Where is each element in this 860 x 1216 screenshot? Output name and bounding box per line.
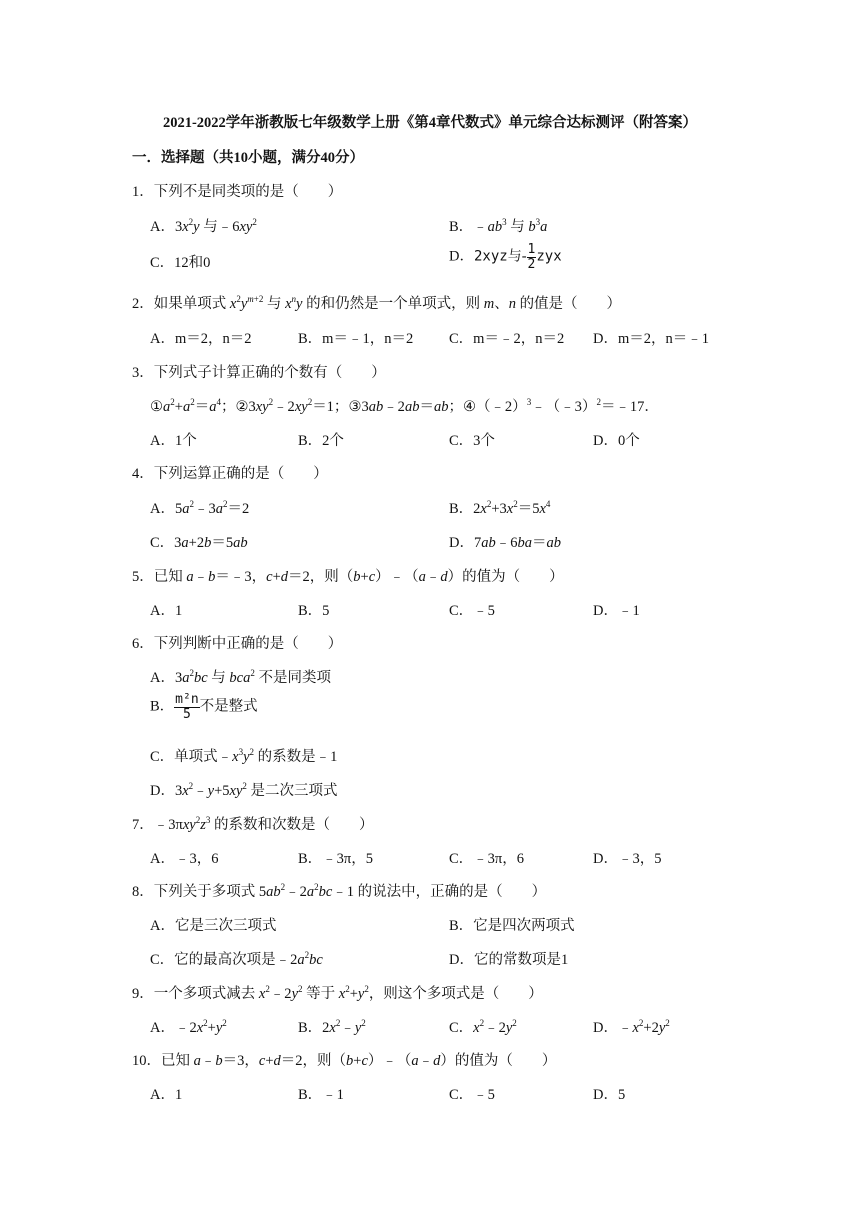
document-title: 2021-2022学年浙教版七年级数学上册《第4章代数式》单元综合达标测评（附答案） — [162, 115, 698, 131]
q3-option-d: D．0个 — [593, 433, 640, 449]
question-8-stem: 8．下列关于多项式 $5ab^2﹣2a^2bc﹣1$ 的说法中，正确的是（ ） — [132, 882, 547, 900]
q3-option-a: A．1个 — [150, 433, 197, 449]
question-7-stem: 7．$﹣3\pi xy^2z^3$ 的系数和次数是（ ） — [132, 815, 374, 833]
section-heading: 一．选择题（共10小题，满分40分） — [132, 150, 364, 166]
q10-option-c: C．﹣5 — [449, 1087, 495, 1103]
q8-option-c: C．它的最高次项是$﹣2a^2bc$ — [150, 950, 323, 968]
q6-option-d: D．$3x^2﹣y+5xy^2$ 是二次三项式 — [150, 781, 338, 799]
q4-option-d: D．7ab﹣6ba＝ab — [449, 535, 561, 551]
q2-option-c: C．m＝﹣2，n＝2 — [449, 331, 565, 347]
question-5-stem: 5．已知 a﹣b＝﹣3，c+d＝2，则（b+c）﹣（a﹣d）的值为（ ） — [132, 569, 564, 585]
q6-option-a: A．$3a^2bc$ 与 bca$^2$ 不是同类项 — [150, 668, 331, 686]
q6-option-b: B． $\frac{\text{m²n}}{5}$ 不是整式 — [150, 692, 258, 722]
q1-option-a: A．$3x^2y$ 与$﹣6xy^2$ — [150, 217, 257, 235]
q6-option-c: C．单项式$﹣x^3y^2$ 的系数是﹣1 — [150, 747, 338, 765]
q7-option-b: B．﹣3π，5 — [298, 851, 373, 867]
question-1-stem: 1．下列不是同类项的是（ ） — [132, 184, 343, 200]
question-6-stem: 6．下列判断中正确的是（ ） — [132, 636, 343, 652]
q3-option-b: B．2个 — [298, 433, 344, 449]
q5-option-d: D．﹣1 — [593, 603, 640, 619]
q4-option-c: C．3a+2b＝5ab — [150, 535, 248, 551]
q1-option-b: B．$﹣ab^3$ 与 $b^3a$ — [449, 217, 548, 235]
q8-option-a: A．它是三次三项式 — [150, 918, 277, 934]
q1-option-d: D．2xyz与- $\frac{1}{2}$ zyx — [449, 242, 562, 272]
question-2-stem: 2．如果单项式 $x^2y^{m+2}$ 与 $x^ny$ 的和仍然是一个单项式，则 m、n 的值是（ ） — [132, 294, 622, 312]
q10-option-a: A．1 — [150, 1087, 183, 1103]
q5-option-c: C．﹣5 — [449, 603, 495, 619]
q8-option-b: B．它是四次两项式 — [449, 918, 575, 934]
q7-option-a: A．﹣3，6 — [150, 851, 219, 867]
q3-statements: $①a^2+a^2=a^4$；$②3xy^2﹣2xy^2=1$；③3ab﹣2ab＝ab；④（﹣2）$^3$﹣（﹣3）$^2$＝﹣17． — [150, 397, 659, 415]
q3-option-c: C．3个 — [449, 433, 495, 449]
q8-option-d: D．它的常数项是1 — [449, 952, 569, 968]
q5-option-b: B．5 — [298, 603, 330, 619]
q5-option-a: A．1 — [150, 603, 183, 619]
question-9-stem: 9．一个多项式减去 $x^2﹣2y^2$ 等于 $x^2+y^2$，则这个多项式是（ ） — [132, 984, 543, 1002]
q7-option-d: D．﹣3，5 — [593, 851, 662, 867]
question-3-stem: 3．下列式子计算正确的个数有（ ） — [132, 365, 386, 381]
q2-option-b: B．m＝﹣1，n＝2 — [298, 331, 414, 347]
question-4-stem: 4．下列运算正确的是（ ） — [132, 466, 328, 482]
q2-option-d: D．m＝2，n＝﹣1 — [593, 331, 709, 347]
q9-option-d: D．$﹣x^2+2y^2$ — [593, 1018, 670, 1036]
q4-option-a: A．$5a^2﹣3a^2=2$ — [150, 499, 250, 517]
q2-option-a: A．m＝2，n＝2 — [150, 331, 252, 347]
q10-option-b: B．﹣1 — [298, 1087, 344, 1103]
q4-option-b: B．$2x^2+3x^2=5x^4$ — [449, 499, 551, 517]
question-10-stem: 10．已知 a﹣b＝3，c+d＝2，则（b+c）﹣（a﹣d）的值为（ ） — [132, 1053, 557, 1069]
q7-option-c: C．﹣3π，6 — [449, 851, 524, 867]
q9-option-b: B．$2x^2﹣y^2$ — [298, 1018, 366, 1036]
q9-option-c: C．$x^2﹣2y^2$ — [449, 1018, 517, 1036]
q10-option-d: D．5 — [593, 1087, 626, 1103]
q9-option-a: A．$﹣2x^2+y^2$ — [150, 1018, 227, 1036]
q1-option-c: C．12和0 — [150, 255, 211, 271]
